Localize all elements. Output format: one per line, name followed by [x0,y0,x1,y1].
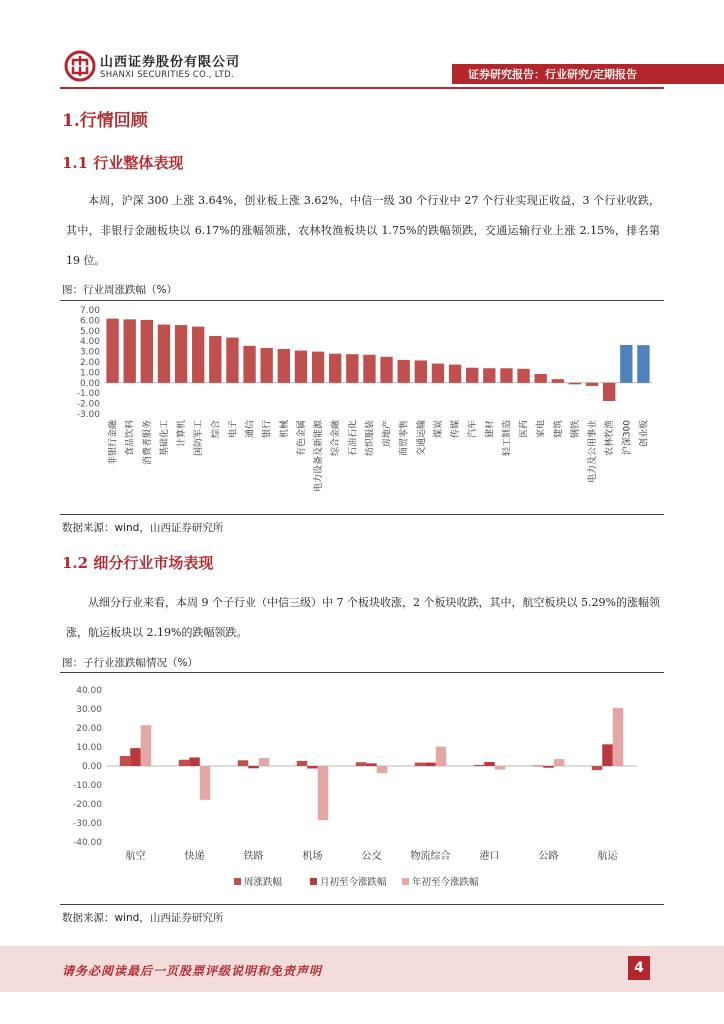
x-tick-label: 建材 [485,420,496,439]
y-tick-label: -2.00 [76,399,100,410]
bar [484,762,495,766]
bar [346,354,358,383]
bar [366,763,377,766]
y-tick-label: 7.00 [79,306,100,316]
x-tick-label: 钢铁 [570,420,581,439]
figure-caption-2: 图：子行业涨跌幅情况（%） [62,657,198,669]
x-tick-label: 公交 [361,851,382,862]
paragraph-2: 从细分行业来看，本周 9 个子行业（中信三级）中 7 个板块收涨，2 个板块收跌，其中，航空板块以 5.29%的涨幅领涨，航运板块以 2.19%的跌幅领跌。 [66,596,660,639]
x-tick-label: 快递 [184,851,205,862]
x-tick-label: 消费者服务 [142,420,153,466]
company-logo [64,50,96,86]
x-tick-label: 电力及公用事业 [588,420,599,484]
bar [248,766,259,768]
bar [535,374,547,383]
x-tick-label: 纺织服装 [365,420,376,457]
bar [130,748,141,766]
x-tick-label: 综合金融 [331,420,342,457]
y-tick-label: 3.00 [79,347,100,358]
bar [569,383,581,385]
bar [380,357,392,383]
bar [259,758,270,766]
x-tick-label: 物流综合 [410,851,451,862]
y-tick-label: -40.00 [72,838,102,848]
bar [415,360,427,382]
company-name-cn: 山西证券股份有限公司 [100,55,241,70]
bar [543,766,554,768]
bar [141,320,153,383]
x-tick-label: 通信 [245,420,256,439]
logo-seal-icon [64,50,96,82]
bar [278,349,290,383]
x-tick-label: 农林牧渔 [605,420,616,457]
x-tick-label: 机械 [279,420,290,439]
bar [613,708,624,766]
figure-caption-1: 图：行业周涨跌幅（%） [62,284,177,296]
bar [200,766,211,800]
x-tick-label: 航运 [597,851,618,862]
x-tick-label: 商贸零售 [399,420,410,457]
bar [495,766,506,770]
bar [192,327,204,383]
figure-source-1: 数据来源：wind，山西证券研究所 [62,522,224,534]
y-tick-label: 40.00 [76,686,102,696]
x-tick-label: 房地产 [382,420,393,448]
bar [318,766,329,820]
bar [226,338,238,383]
bar [449,365,461,383]
bar [533,765,544,766]
y-tick-label: 0.00 [81,762,102,772]
header-divider [60,87,664,89]
x-tick-label: 铁路 [243,851,264,862]
y-tick-label: -3.00 [76,410,100,420]
x-tick-label: 家电 [536,420,547,439]
bar [141,725,152,766]
y-tick-label: -10.00 [72,781,102,791]
legend-swatch [310,878,317,885]
bar [552,379,564,383]
bar [474,765,485,766]
bar [209,336,221,383]
bar [106,319,118,383]
legend-label: 周涨跌幅 [244,877,283,888]
x-tick-label: 机场 [302,851,323,862]
x-tick-label: 传媒 [451,420,462,439]
bar [243,346,255,383]
company-name-en: SHANXI SECURITIES CO., LTD. [100,70,234,80]
bar [158,325,170,383]
bar [297,761,308,766]
footer-disclaimer: 请务必阅读最后一页股票评级说明和免责声明 [62,964,323,978]
x-tick-label: 非银行金融 [108,420,119,466]
subsection-title-1: 1.1 行业整体表现 [62,154,184,172]
x-tick-label: 航空 [125,851,146,862]
bar [500,368,512,383]
x-tick-label: 创业板 [639,420,650,448]
x-tick-label: 石油石化 [348,420,359,457]
bar [603,383,615,401]
y-tick-label: 2.00 [79,358,100,368]
x-tick-label: 食品饮料 [125,420,136,457]
source-rule-2 [60,904,664,905]
x-tick-label: 基础化工 [159,420,170,457]
bar [483,368,495,383]
caption-rule-1 [60,300,664,301]
y-tick-label: 5.00 [79,326,100,337]
legend-swatch [234,878,241,885]
bar [238,760,249,766]
subindustry-chart [62,676,662,900]
y-tick-label: 4.00 [79,337,100,348]
caption-rule-2 [60,672,664,673]
bar [415,763,426,766]
y-tick-label: 0.00 [79,378,100,389]
x-tick-label: 公路 [538,851,559,862]
x-tick-label: 银行 [262,420,273,439]
x-tick-label: 有色金属 [296,420,307,457]
x-tick-label: 计算机 [177,420,188,448]
bar [356,762,367,766]
x-tick-label: 国防军工 [194,420,205,457]
legend-label: 月初至今涨跌幅 [320,877,387,888]
x-tick-label: 电子 [228,420,239,439]
x-tick-label: 轻工制造 [502,420,513,457]
y-tick-label: 1.00 [79,368,100,379]
subsection-title-2: 1.2 细分行业市场表现 [62,554,214,572]
bar [398,360,410,383]
x-tick-label: 医药 [519,420,530,439]
y-tick-label: 30.00 [76,705,102,715]
y-tick-label: -30.00 [72,819,102,829]
legend-label: 年初至今涨跌幅 [412,877,479,888]
y-tick-label: 10.00 [76,743,102,753]
bar [602,744,613,766]
x-tick-label: 沪深300 [622,420,633,456]
bar [312,352,324,383]
legend-swatch [402,878,409,885]
figure-source-2: 数据来源：wind，山西证券研究所 [62,912,224,924]
page-number: 4 [628,956,650,980]
bar [261,348,273,383]
bar [307,766,318,768]
bar [592,766,603,770]
bar [432,364,444,383]
bar [124,319,136,382]
bar [363,355,375,383]
source-rule-1 [60,514,664,515]
bar [377,766,388,773]
x-tick-label: 港口 [479,851,500,862]
bar [179,760,190,766]
paragraph-1: 本周，沪深 300 上涨 3.64%，创业板上涨 3.62%，中信一级 30 个行业中 27 个行业实现正收益，3 个行业收跌，其中，非银行金融板块以 6.17%的涨幅领涨，农林牧渔板块以 1.75%的跌幅领跌，交通运输行业上涨 2.15%，排名第 19 位。 [66,194,660,267]
industry-weekly-chart [62,304,664,512]
y-tick-label: 20.00 [76,724,102,734]
bar [329,354,341,383]
section-title: 1.行情回顾 [62,111,148,131]
bar [637,345,649,383]
x-tick-label: 综合 [211,420,222,439]
x-tick-label: 建筑 [553,420,564,439]
bar [120,756,131,766]
bar [425,763,436,766]
y-tick-label: -20.00 [72,800,102,810]
bar [620,345,632,383]
x-tick-label: 汽车 [468,420,479,439]
y-tick-label: -1.00 [76,389,100,400]
bar [175,325,187,383]
x-tick-label: 煤炭 [433,420,444,439]
bar [295,351,307,383]
bar [554,759,565,766]
bar [517,369,529,383]
bar [189,757,200,766]
bar [436,747,447,766]
bar [466,368,478,383]
report-type: 证券研究报告：行业研究/定期报告 [468,68,638,81]
y-tick-label: 6.00 [79,316,100,327]
x-tick-label: 交通运输 [416,420,427,457]
x-tick-label: 电力设备及新能源 [314,420,325,493]
bar [586,383,598,386]
